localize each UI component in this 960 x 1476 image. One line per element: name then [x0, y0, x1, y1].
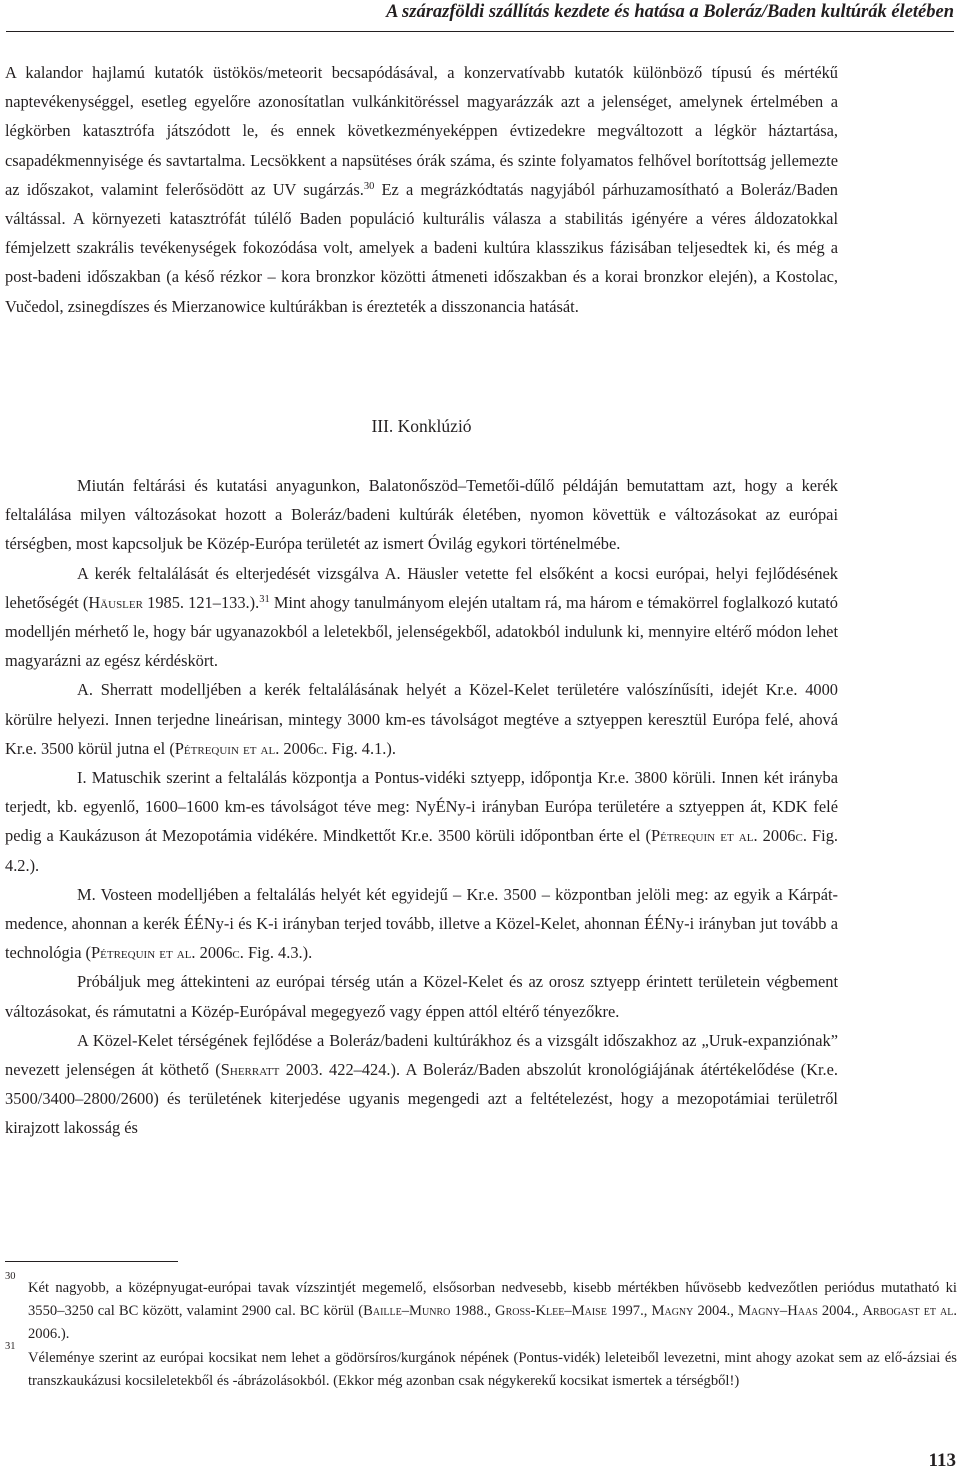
citation-petrequin: Pétrequin et al. — [174, 738, 280, 758]
paragraph-2-citation-year: 1985. 121–133.). — [142, 592, 260, 612]
page-number: 113 — [928, 1450, 956, 1471]
footnote-ref-31[interactable]: 31 — [259, 593, 270, 605]
paragraph-4-text: I. Matuschik szerint a feltalálás központja a Pontus-vidéki sztyepp, időpontja Kr.e. 3800 körüli. Innen két irányba terjedt, kb. egyenlő, 1600–1600 km-es távolságot téve meg: NyÉNy-i irányban Európa területére a sztyeppen át, KDK felé pedig a Kaukázuson át Mezopotámia vidékére. Mindkettőt Kr.e. 3500 körüli időpontban érte el ( — [5, 768, 838, 846]
paragraph-5-text: M. Vosteen modelljében a feltalálás helyét két egyidejű – Kr.e. 3500 – központban jelöli meg: az egyik a Kárpát-medence, ahonnan a kerék ÉÉNy-i és K-i irányban terjed tovább, illetve a Közel-Kelet, ahonnan ÉÉNy-i irányban jut tovább a technológia ( — [5, 884, 838, 963]
citation-hausler: Häusler — [88, 592, 143, 612]
paragraph-3 — [5, 675, 838, 763]
citation: Arbogast et al. — [862, 1303, 958, 1319]
intro-text-part1: A kalandor hajlamú kutatók üstökös/meteorit becsapódásával, a konzervatívabb kutatók különböző típusú és mértékű naptevékenységgel, esetleg egyelőre azonosítatlan vulkánkitöréssel magyarázzák azt a jelenséget, amelynek értelmében a légkörben katasztrófa játszódott le, és ennek következményeképpen évtizedekre megváltozott a légkör háztartása, csapadékmennyisége és savtartalma. Lecsökkent a napsütéses órák száma, és szinte folyamatos felhővel borítottság jellemezte az időszakot, valamint felerősödött az UV sugárzás. — [5, 63, 838, 199]
citation-figure: . Fig. 4.2.). — [5, 826, 838, 875]
paragraph-2 — [5, 559, 838, 676]
citation-letter: c — [795, 826, 803, 846]
citation-figure: . Fig. 4.3.). — [239, 943, 313, 963]
footnote-rule — [5, 1261, 178, 1262]
footnote-31 — [5, 1341, 957, 1393]
footnote-text — [28, 1277, 957, 1346]
paragraph-7-text-cont: 2003. 422–424.). A Boleráz/Baden abszolút kronológiájának átértékelődése (Kr.e. 3500/3400–2800/2600) és területének kiterjedése ugyanis megengedi azt a feltételezést, hogy a mezopotámiai területről kirajzott lakosság és — [5, 1060, 838, 1138]
footnote-text-part: 2006.). — [28, 1326, 70, 1342]
citation: Baille–Munro — [363, 1303, 451, 1319]
footnote-30 — [5, 1271, 958, 1346]
footnote-text-part: 1997., — [606, 1303, 652, 1319]
citation-figure: . Fig. 4.1.). — [323, 738, 396, 758]
paragraph-2-text-cont: Mint ahogy tanulmányom elején utaltam rá, ma három e témakörrel foglalkozó kutató modelljén mérhető le, hogy bár ugyanazokból a leletekből, jelenségekből, adatokból indulunk ki, mennyire eltérő módon lehet magyarázni az egész kérdéskört. — [5, 592, 838, 671]
footnote-ref-30[interactable]: 30 — [363, 180, 375, 192]
paragraph-5 — [5, 880, 838, 968]
paragraph-1: Miután feltárási és kutatási anyagunkon, Balatonőszöd–Temetői-dűlő példáján bemutattam azt, hogy a kerék feltalálása milyen változásokat hozott a Boleráz/badeni kultúrák életében, nyomon követtük e változásokat az európai térségben, most kapcsoljuk be Közép-Európa területét az ismert Óvilág egykori történelmébe. — [5, 476, 838, 554]
paragraph-3-text: A. Sherratt modelljében a kerék feltalálásának helyét a Közel-Kelet területére valószínűsíti, idejét Kr.e. 4000 körülre helyezi. Innen terjedne lineárisan, mintegy 3000 km-es távolságot megtéve a sztyeppen keresztül Európa felé, ahová Kr.e. 3500 körül jutna el ( — [5, 680, 838, 758]
citation-year: 2006 — [757, 826, 796, 846]
running-title: A szárazföldi szállítás kezdete és hatása a Boleráz/Baden kultúrák életében — [386, 2, 954, 22]
footnote-number: 30 — [5, 1271, 16, 1282]
citation-year: 2006 — [195, 943, 233, 963]
conclusion-body — [5, 471, 838, 1143]
citation-year: 2006 — [279, 738, 317, 758]
header-rule — [6, 31, 954, 32]
citation-letter: c — [232, 943, 240, 963]
citation-petrequin: Pétrequin et al. — [91, 943, 196, 963]
footnote-text-part: 2004., — [817, 1303, 863, 1319]
intro-paragraph — [5, 58, 838, 321]
footnote-number: 31 — [5, 1341, 16, 1352]
citation: Magny–Haas — [738, 1303, 818, 1319]
footnote-text-part: 2004., — [693, 1303, 739, 1319]
paragraph-2-text: A kerék feltalálását és elterjedését vizsgálva A. Häusler vetette fel elsőként a kocsi európai, helyi fejlődésének lehetőségét ( — [5, 563, 838, 612]
citation-letter: c — [316, 738, 324, 758]
citation-petrequin: Pétrequin et al. — [651, 826, 758, 846]
paragraph-7 — [5, 1026, 838, 1143]
paragraph-7-text: A Közel-Kelet térségének fejlődése a Boleráz/badeni kultúrákhoz és a vizsgált időszakhoz az „Uruk-expanziónak” nevezett jelenségen át köthető ( — [5, 1030, 838, 1080]
section-heading: III. Konklúzió — [371, 416, 472, 436]
citation: Magny — [651, 1303, 694, 1319]
footnote-text-part: 1988., — [450, 1303, 496, 1319]
citation-sherratt: Sherratt — [220, 1060, 280, 1080]
footnote-text: Véleménye szerint az európai kocsikat nem lehet a gödörsíros/kurgánok népének (Pontus-vidék) leleteiből levezetni, mint ahogy azokat sem az elő-ázsiai és transzkaukázusi kocsileletekből és -ábrázolásokból. (Ekkor még azonban csak négykerekű kocsikat ismertek a térségből!) — [28, 1350, 957, 1389]
footnote-text-part: Két nagyobb, a középnyugat-európai tavak vízszintjét megemelő, elsősorban nedvesebb, kisebb mértékben hűvösebb kedvezőtlen periódus mutatható ki 3550–3250 cal BC között, valamint 2900 cal. BC körül ( — [28, 1280, 957, 1319]
intro-text-part2: Ez a megrázkódtatás nagyjából párhuzamosítható a Boleráz/Baden váltással. A környezeti katasztrófát túlélő Baden populáció kulturális válasza a stabilitás igényére a véres áldozatokkal fémjelzett szakrális tevékenységek fokozódása volt, amelyek a badeni kultúra klasszikus fázisában teljesedtek ki, és még a post-badeni időszakban (a késő rézkor – kora bronzkor közötti átmeneti időszakban és a korai bronzkor elején), a Kostolac, Vučedol, zsinegdíszes és Mierzanowice kultúrákban is érezteték a disszonancia hatását. — [5, 179, 838, 316]
citation: Gross-Klee–Maise — [495, 1303, 607, 1319]
paragraph-6: Próbáljuk meg áttekinteni az európai térség után a Közel-Kelet és az orosz sztyepp érintett területein végbement változásokat, és rámutatni a Közép-Európával megegyező vagy éppen attól eltérő tényezőkre. — [5, 972, 838, 1021]
paragraph-4 — [5, 763, 838, 880]
